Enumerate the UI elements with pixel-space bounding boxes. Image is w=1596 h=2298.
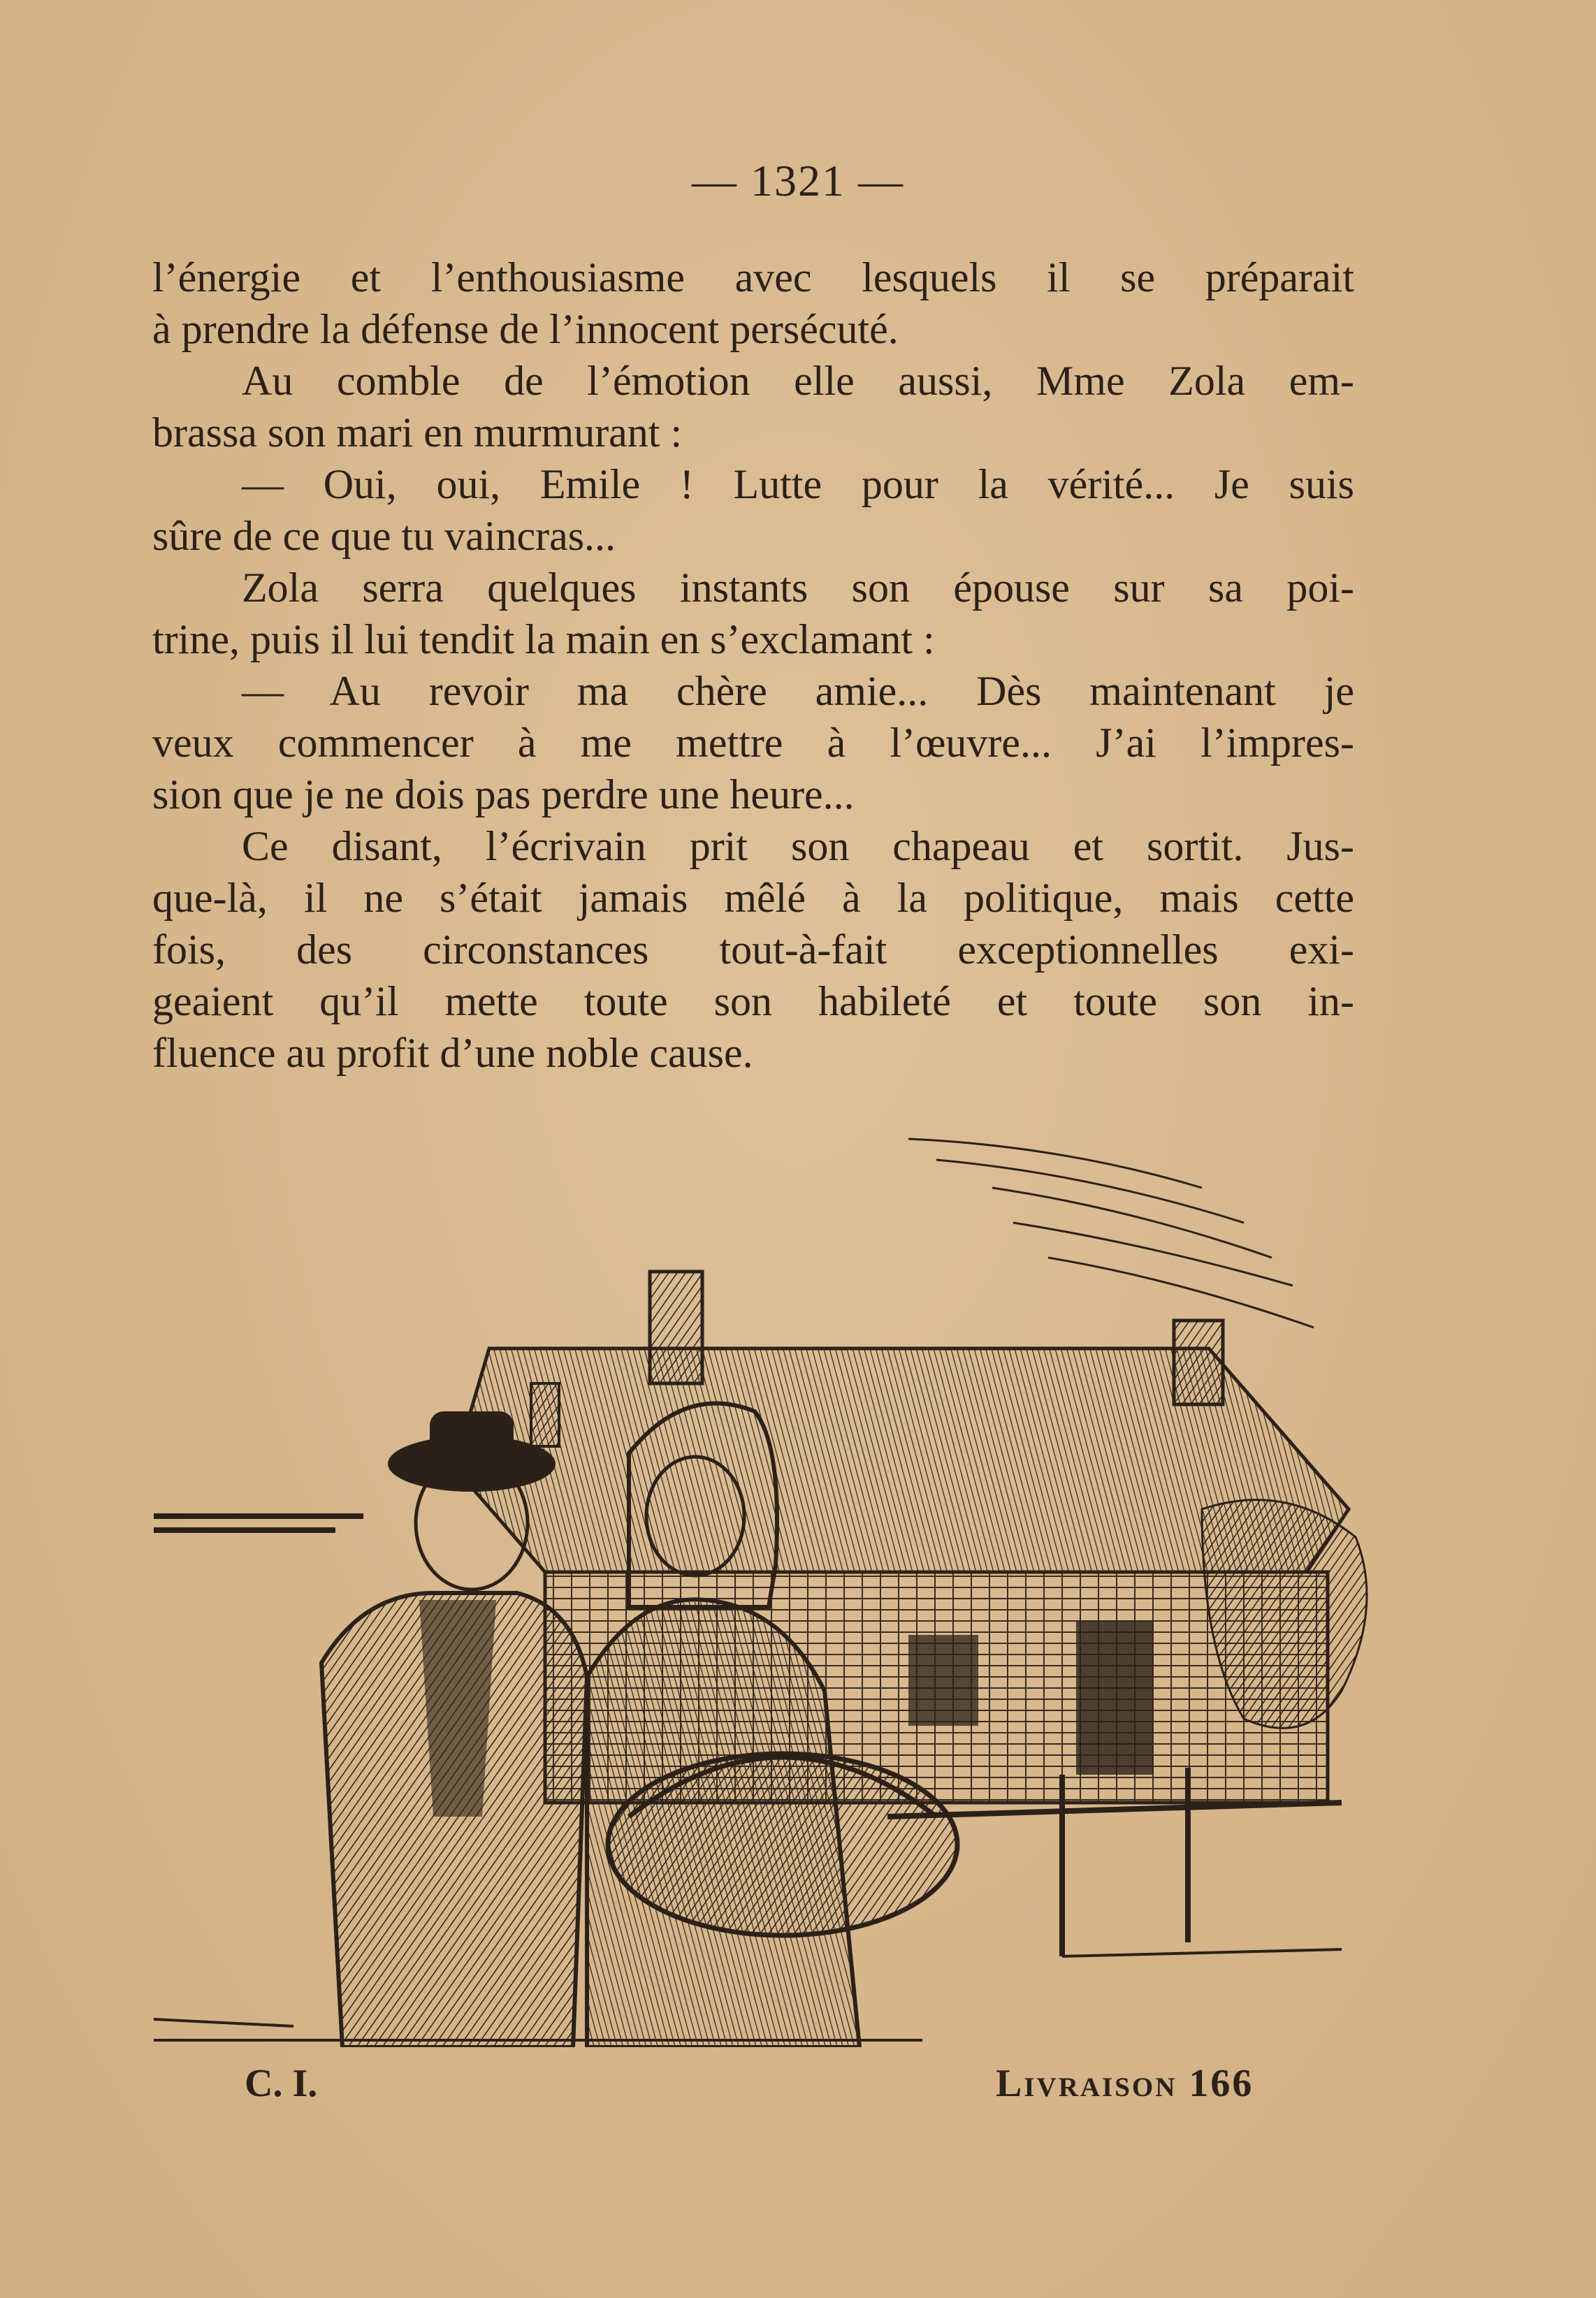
text-line: sion que je ne dois pas perdre une heure...	[152, 771, 855, 817]
text-line: veux commencer à me mettre à l’œuvre... J’ai l’impres-	[152, 720, 1354, 766]
text-line: trine, puis il lui tendit la main en s’exclamant :	[152, 616, 935, 662]
text-line: que-là, il ne s’était jamais mêlé à la politique, mais cette	[152, 875, 1354, 921]
page-number: — 1321 —	[692, 156, 904, 205]
text-line: Zola serra quelques instants son épouse sur sa poi-	[242, 565, 1354, 611]
text-line: fluence au profit d’une noble cause.	[152, 1030, 753, 1076]
text-line: — Au revoir ma chère amie... Dès maintenant je	[242, 668, 1354, 714]
text-line: geaient qu’il mette toute son habileté et toute son in-	[152, 978, 1354, 1024]
text-line: l’énergie et l’enthousiasme avec lesquels il se préparait	[152, 254, 1354, 300]
basket	[608, 1754, 957, 1935]
text-line: Au comble de l’émotion elle aussi, Mme Zola em-	[242, 358, 1354, 404]
cottage-window	[908, 1635, 978, 1726]
text-line: sûre de ce que tu vaincras...	[152, 513, 616, 559]
engraving-illustration	[154, 1118, 1398, 2047]
text-line: fois, des circonstances tout-à-fait exceptionnelles exi-	[152, 926, 1354, 973]
text-line: à prendre la défense de l’innocent persécuté.	[152, 306, 899, 352]
chimney-right	[1174, 1321, 1223, 1404]
sky-strokes	[908, 1139, 1314, 1328]
page-footer	[0, 2061, 1596, 2117]
body-text	[152, 252, 1354, 1079]
text-line: Ce disant, l’écrivain prit son chapeau et sortit. Jus-	[242, 823, 1354, 869]
footer-livraison: Livraison 166	[996, 2062, 1254, 2105]
chimney-small	[531, 1383, 559, 1446]
chimney-left	[650, 1272, 702, 1383]
footer-signature: C. I.	[245, 2062, 318, 2105]
cottage-door	[1076, 1621, 1153, 1775]
text-line: brassa son mari en murmurant :	[152, 409, 683, 456]
text-line: — Oui, oui, Emile ! Lutte pour la vérité... Je suis	[242, 461, 1354, 507]
